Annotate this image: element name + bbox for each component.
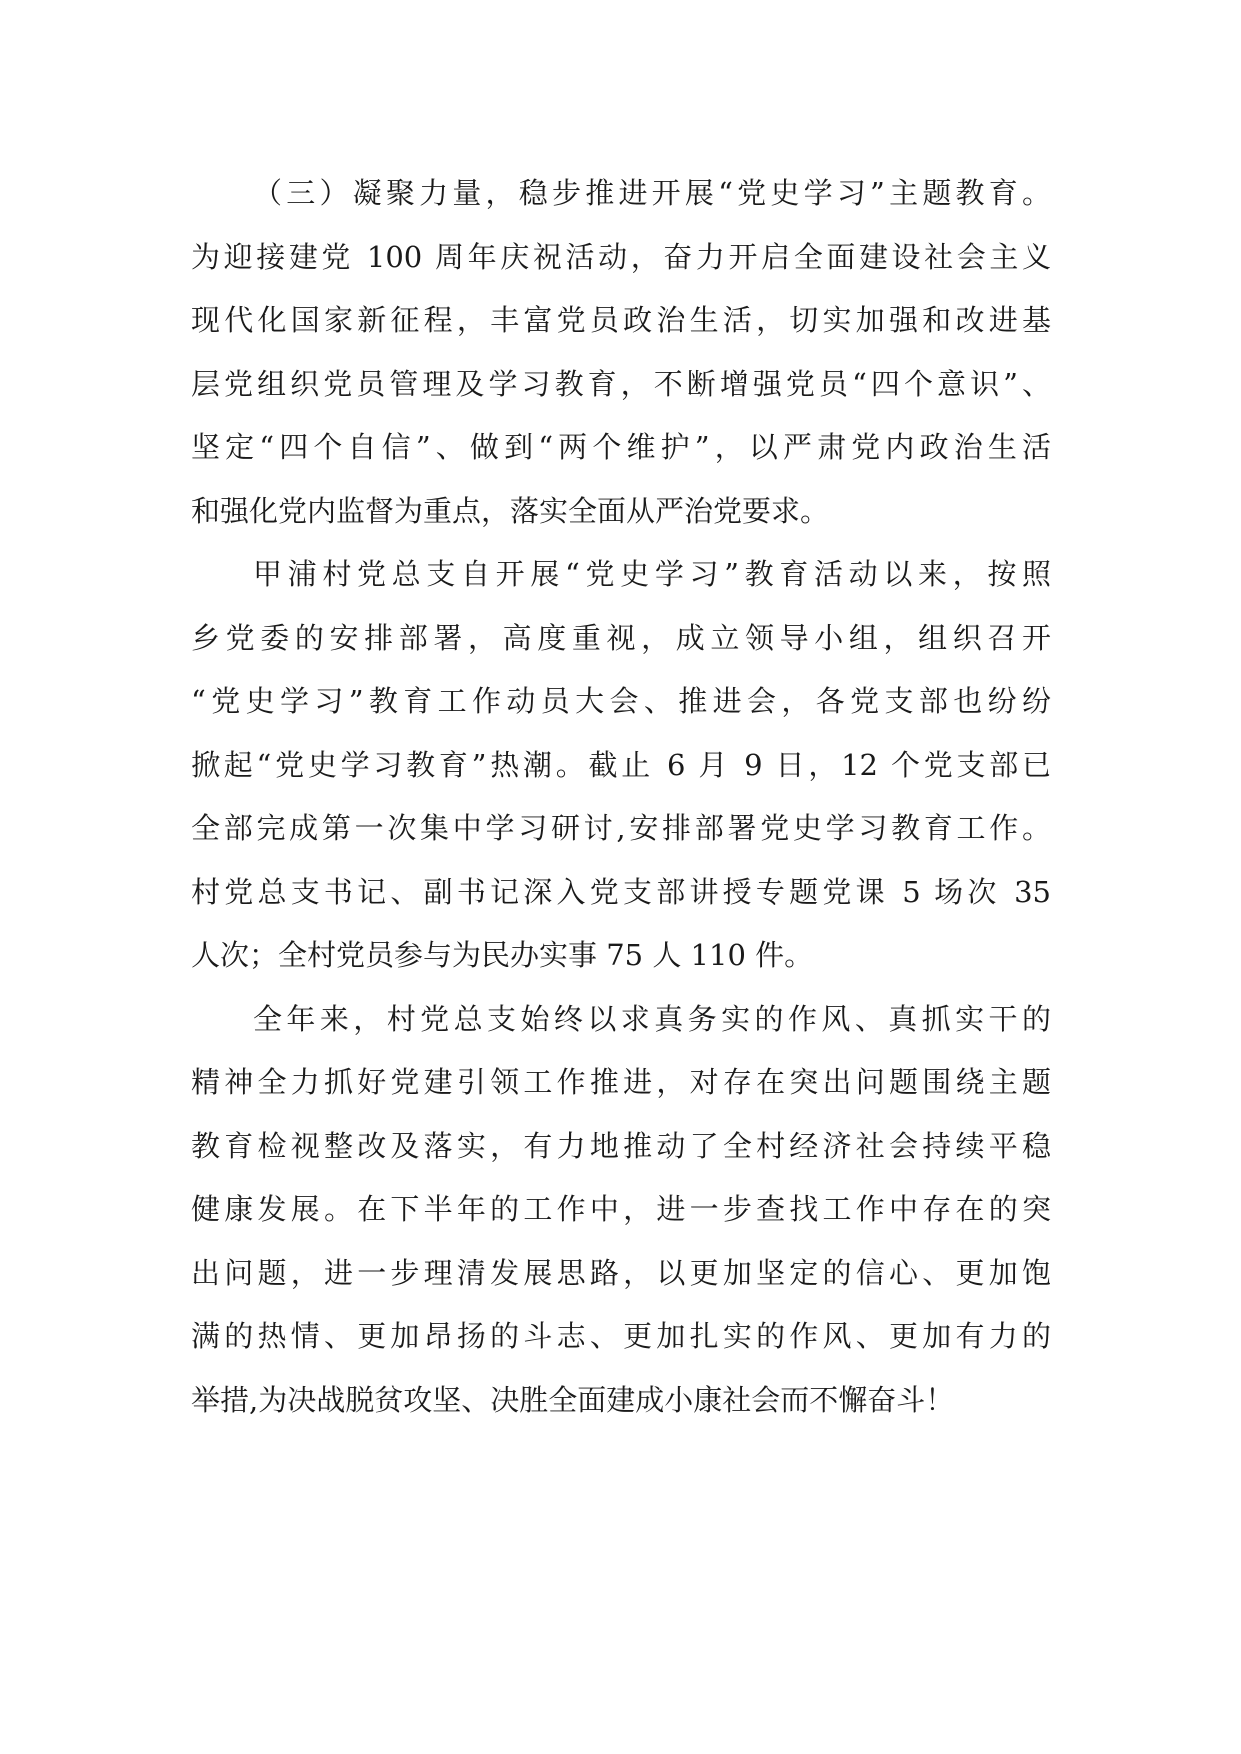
paragraph-3 [191, 988, 1051, 1433]
paragraph-line: 现代化国家新征程，丰富党员政治生活，切实加强和改进基 [191, 303, 1051, 337]
paragraph-line: 健康发展。在下半年的工作中，进一步查找工作中存在的突 [191, 1192, 1051, 1226]
paragraph-line: 和强化党内监督为重点，落实全面从严治党要求。 [191, 493, 830, 528]
paragraph-line: 层党组织党员管理及学习教育，不断增强党员“四个意识”、 [191, 366, 1051, 401]
paragraph-line: 为迎接建党 100 周年庆祝活动，奋力开启全面建设社会主义 [191, 239, 1051, 274]
paragraph-line: 精神全力抓好党建引领工作推进，对存在突出问题围绕主题 [191, 1065, 1051, 1099]
document-body [191, 162, 1051, 1432]
paragraph-1 [191, 162, 1051, 543]
paragraph-line: 教育检视整改及落实，有力地推动了全村经济社会持续平稳 [191, 1128, 1051, 1163]
paragraph-line: 举措,为决战脱贫攻坚、决胜全面建成小康社会而不懈奋斗！ [191, 1382, 955, 1417]
paragraph-line: 乡党委的安排部署，高度重视，成立领导小组，组织召开 [191, 620, 1051, 655]
paragraph-line: 坚定“四个自信”、做到“两个维护”，以严肃党内政治生活 [191, 430, 1051, 464]
paragraph-line: 全年来，村党总支始终以求真务实的作风、真抓实干的 [253, 1001, 1051, 1036]
paragraph-line: 人次；全村党员参与为民办实事 75 人 110 件。 [191, 938, 814, 972]
paragraph-line: 出问题，进一步理清发展思路，以更加坚定的信心、更加饱 [191, 1255, 1051, 1290]
paragraph-line: 甲浦村党总支自开展“党史学习”教育活动以来，按照 [253, 557, 1051, 591]
paragraph-line: 村党总支书记、副书记深入党支部讲授专题党课 5 场次 35 [191, 874, 1051, 909]
paragraph-line: 掀起“党史学习教育”热潮。截止 6 月 9 日，12 个党支部已 [191, 747, 1051, 782]
paragraph-line: “党史学习”教育工作动员大会、推进会，各党支部也纷纷 [191, 684, 1051, 718]
paragraph-line: （三）凝聚力量，稳步推进开展“党史学习”主题教育。 [253, 176, 1051, 210]
paragraph-line: 全部完成第一次集中学习研讨,安排部署党史学习教育工作。 [191, 811, 1051, 845]
paragraph-2 [191, 543, 1051, 988]
paragraph-line: 满的热情、更加昂扬的斗志、更加扎实的作风、更加有力的 [191, 1319, 1051, 1353]
